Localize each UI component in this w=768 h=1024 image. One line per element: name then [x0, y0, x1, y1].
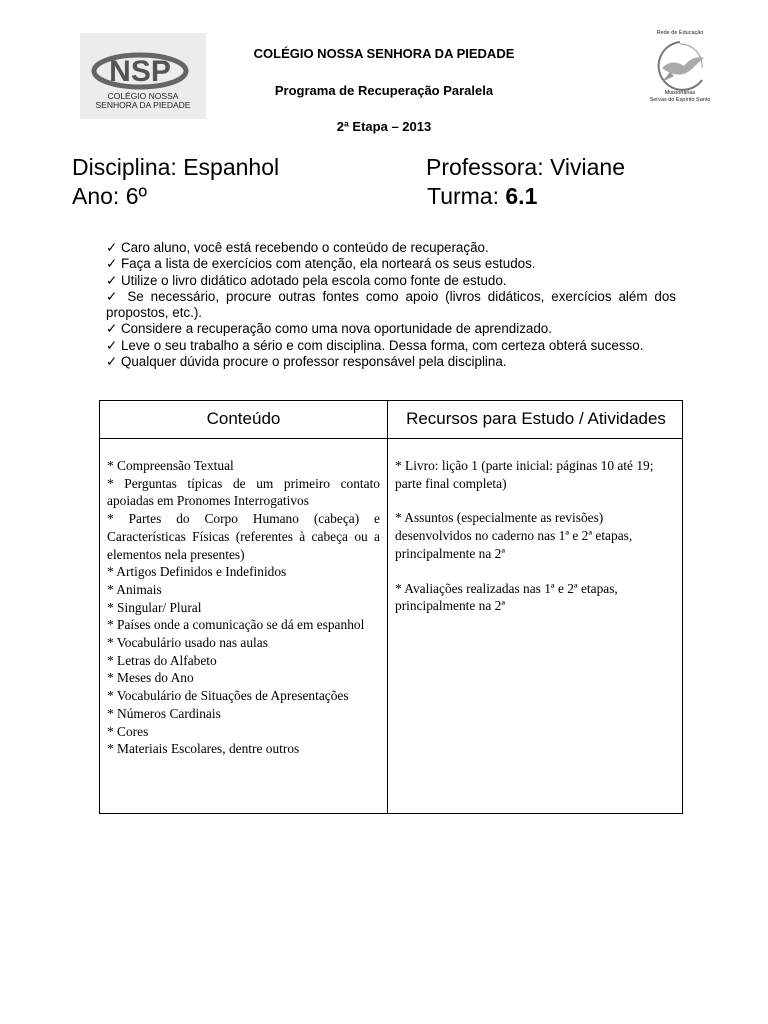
conteudo-item: * Meses do Ano — [107, 670, 194, 686]
header-divider — [100, 438, 682, 439]
disciplina: Disciplina: Espanhol — [72, 154, 280, 180]
conteudo-item: * Cores — [107, 723, 149, 739]
turma-label: Turma: — [427, 183, 506, 209]
logo-line-2: SENHORA DA PIEDADE — [95, 100, 191, 110]
conteudo-item: * Vocabulário usado nas aulas — [107, 635, 268, 651]
conteudo-item: * Números Cardinais — [107, 705, 221, 721]
conteudo-item: * Materiais Escolares, dentre outros — [107, 741, 300, 757]
recurso-item: * Avaliações realizadas nas 1ª e 2ª etapas, principalmente na 2ª — [395, 580, 618, 614]
conteudo-item: * Singular/ Plural — [107, 599, 202, 615]
column-divider — [387, 401, 388, 813]
instruction-item: ✓ Utilize o livro didático adotado pela escola como fonte de estudo. — [106, 272, 507, 288]
logo-abbrev: NSP — [109, 55, 171, 88]
header-recursos: Recursos para Estudo / Atividades — [406, 409, 666, 428]
conteudo-item: * Compreensão Textual — [107, 458, 234, 473]
network-logo-title: Rede de Educação — [656, 30, 704, 36]
professora: Professora: Viviane — [426, 154, 626, 180]
content-table — [99, 400, 683, 814]
etapa-year: 2ª Etapa – 2013 — [336, 119, 432, 134]
school-name: COLÉGIO NOSSA SENHORA DA PIEDADE — [253, 46, 515, 61]
conteudo-item: * Artigos Definidos e Indefinidos — [107, 564, 287, 580]
program-title: Programa de Recuperação Paralela — [274, 83, 494, 98]
conteudo-item: * Perguntas típicas de um primeiro contato apoiadas em Pronomes Interrogativos — [107, 475, 380, 509]
conteudo-list — [107, 457, 380, 758]
conteudo-item: * Países onde a comunicação se dá em espanhol — [107, 617, 365, 633]
conteudo-item: * Letras do Alfabeto — [107, 652, 217, 668]
recursos-list — [395, 457, 671, 632]
instruction-item: ✓ Caro aluno, você está recebendo o conteúdo de recuperação. — [106, 240, 489, 255]
ano: Ano: 6º — [72, 183, 147, 209]
instruction-item: ✓ Faça a lista de exercícios com atenção, ela norteará os seus estudos. — [106, 256, 536, 272]
instruction-item: ✓ Considere a recuperação como uma nova oportunidade de aprendizado. — [106, 321, 552, 337]
instruction-item: ✓ Leve o seu trabalho a sério e com disciplina. Dessa forma, com certeza obterá sucesso. — [106, 337, 644, 353]
conteudo-item: * Animais — [107, 581, 162, 597]
recurso-item: * Assuntos (especialmente as revisões) desenvolvidos no caderno nas 1ª e 2ª etapas, principalmente na 2ª — [395, 510, 633, 561]
conteudo-item: * Vocabulário de Situações de Apresentações — [107, 688, 349, 704]
network-logo-line-2: Servas do Espírito Santo — [649, 97, 711, 103]
header-conteudo: Conteúdo — [206, 409, 281, 428]
logo-line-1: COLÉGIO NOSSA — [107, 91, 179, 101]
recurso-item: * Livro: lição 1 (parte inicial: páginas 10 até 19; parte final completa) — [395, 458, 654, 491]
instruction-item: ✓ Se necessário, procure outras fontes como apoio (livros didáticos, exercícios além dos propostos, etc.). — [106, 288, 676, 321]
turma-value: 6.1 — [505, 183, 538, 209]
network-logo-line-1: Missionárias — [664, 90, 696, 96]
instructions-list — [106, 240, 676, 370]
turma — [427, 182, 537, 210]
instruction-item: ✓ Qualquer dúvida procure o professor responsável pela disciplina. — [106, 354, 507, 370]
conteudo-item: * Partes do Corpo Humano (cabeça) e Características Físicas (referentes à cabeça ou a elementos nela presentes) — [107, 511, 380, 562]
